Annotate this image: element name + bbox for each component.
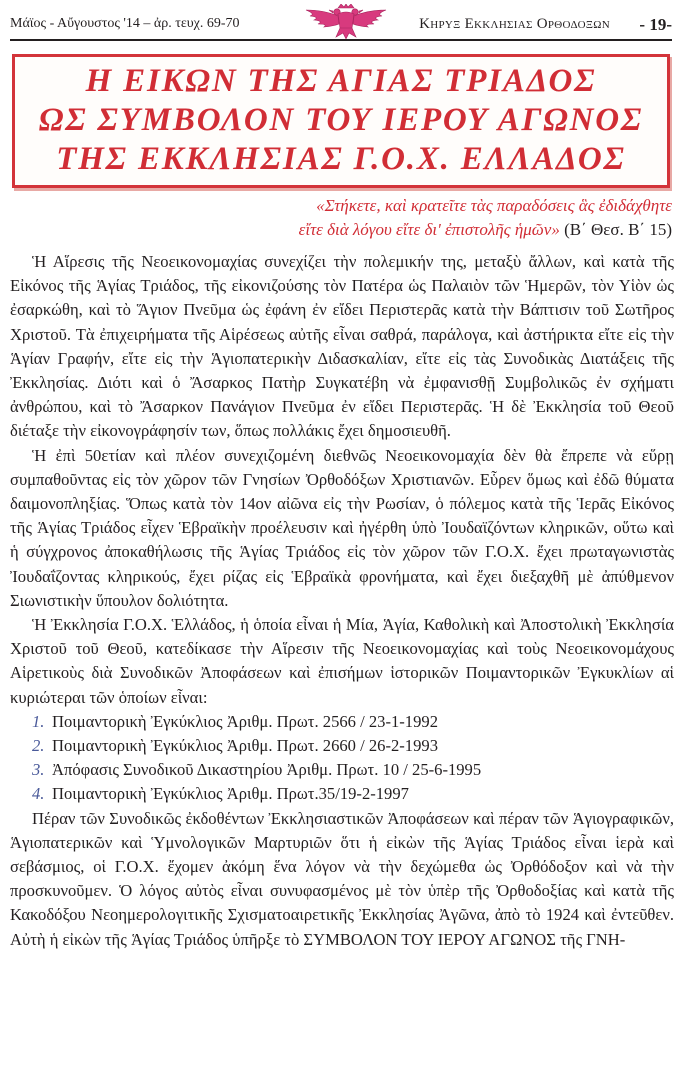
paragraph-1: Ἡ Αἵρεσις τῆς Νεοεικονομαχίας συνεχίζει τὴν πολεμικήν της, μεταξὺ ἄλλων, καὶ κατὰ τῆς Εἰκόνος τῆς Ἁγίας Τριάδος, τῆς εἰκονιζούσης τὸν Πατέρα ὡς Παλαιὸν τῶν Ἡμερῶν, τὸν Υἱὸν ὡς ἐσαρκώθη, καὶ τὸ Ἅγιον Πνεῦμα ὡς ἐφάνη ἐν εἴδει Περιστερᾶς κατὰ τὴν Βάπτισιν τοῦ Σωτῆρος Χριστοῦ. Τὰ ἐπιχειρήματα τῆς Αἱρέσεως αὐτῆς εἶναι σαθρά, παράλογα, καὶ ἀστήρικτα εἴτε εἰς τὴν Ἁγίαν Γραφήν, εἴτε εἰς τὴν Ἁγιοπατερικὴν Διδασκαλίαν, εἴτε εἰς τὰς Συνοδικὰς Διατάξεις τῆς Ἐκκλησίας. Διότι καὶ ὁ Ἄσαρκος Πατὴρ Συγκατέβη νὰ ἐμφανισθῇ Συμβολικῶς ἐν σχήματι ἀνθρώπου, καὶ τὸ Ἄσαρκον Πανάγιον Πνεῦμα ἐν εἴδει Περιστερᾶς. Ἡ δὲ Ἐκκλησία τοῦ Θεοῦ διέταξε τὴν εἰκονογράφησίν των, ὅπως πολλάκις ἔχει δημοσιευθῆ. [10, 252, 674, 441]
page-number: - 19- [639, 15, 672, 34]
journal-name: Κηρυξ Εκκλησιας Ορθοδοξων [419, 16, 610, 32]
list-item [10, 710, 674, 734]
issue-info: Μάϊος - Αὔγουστος '14 – ἀρ. τευχ. 69-70 [10, 16, 240, 31]
double-headed-eagle-emblem [288, 4, 404, 40]
paragraph-2: Ἡ ἐπὶ 50ετίαν καὶ πλέον συνεχιζομένη διεθνῶς Νεοεικονομαχία δὲν θὰ ἔπρεπε νὰ εὕρῃ συμπαθοῦντας εἰς τὸν χῶρον τῶν Γνησίων Ὀρθοδόξων Χριστιανῶν. Εὗρεν ὅμως καὶ ἐδῶ θύματα δαιμονοπληξίας. Ὅπως κατὰ τὸν 14ον αἰῶνα εἰς τὴν Ρωσίαν, ὁ πόλεμος κατὰ τῆς Ἱερᾶς Εἰκόνος τῆς Ἁγίας Τριάδος εἶχεν Ἑβραϊκὴν προέλευσιν καὶ ἠγέρθη ὑπὸ Ἰουδαϊζόντων κληρικῶν, οὕτω καὶ ἡ σύγχρονος ἀποκαθήλωσις τῆς Ἁγίας Τριάδος εἰς τὸν χῶρον τῶν Γ.Ο.Χ. ἔχει πρωταγωνιστὰς Ἰουδαΐζοντας κληρικούς, ἔχει ρίζας εἰς Ἑβραϊκὰ φρονήματα, καὶ ἔχει διεξαχθῆ μὲ ἀπύθμενον Σιωνιστικὴν ὕπουλον δολιότητα. [10, 445, 674, 610]
list-item [10, 734, 674, 758]
paragraph-4: Πέραν τῶν Συνοδικῶς ἐκδοθέντων Ἐκκλησιαστικῶν Ἀποφάσεων καὶ πέραν τῶν Ἁγιογραφικῶν, Ἁγιοπατερικῶν καὶ Ὑμνολογικῶν Μαρτυριῶν ὅτι ἡ εἰκὼν τῆς Ἁγίας Τριάδος εἶναι ἱερὰ καὶ σεβάσμιος, οἱ Γ.Ο.Χ. ἔχομεν ἀκόμη ἕνα λόγον νὰ τὴν δεχώμεθα ὡς Ὀρθόδοξον καὶ νὰ τὴν προσκυνοῦμεν. Ὁ λόγος αὐτὸς εἶναι συνυφασμένος μὲ τὸν ὑπὲρ τῆς Ὀρθοδοξίας καὶ κατὰ τῆς Κακοδόξου Νεοημερολογιτικῆς Σχισματοαιρετικῆς Ἐκκλησίας Ἀγῶνα, ἀπὸ τὸ 1924 καὶ ἐντεῦθεν. Αὐτὴ ἡ εἰκὼν τῆς Ἁγίας Τριάδος ὑπῆρξε τὸ ΣΥΜΒΟΛΟΝ ΤΟΥ ΙΕΡΟΥ ΑΓΩΝΟΣ τῆς ΓΝΗ- [10, 808, 674, 949]
title-line-2: ΩΣ ΣΥΜΒΟΛΟΝ ΤΟΥ ΙΕΡΟΥ ΑΓΩΝΟΣ [38, 102, 644, 138]
running-header [10, 8, 672, 40]
list-item [10, 758, 674, 782]
list-text: Ποιμαντορικὴ Ἐγκύκλιος Ἀριθμ. Πρωτ. 2660 / 26-2-1993 [52, 736, 438, 756]
epigraph-reference: (Β΄ Θεσ. Β΄ 15) [559, 220, 672, 239]
list-number: 3. [32, 760, 45, 780]
list-number: 1. [32, 711, 45, 731]
epigraph-line-2: εἴτε διὰ λόγου εἴτε δι' ἐπιστολῆς ἡμῶν» [298, 220, 560, 239]
article-title [15, 62, 667, 179]
list-text: Ποιμαντορικὴ Ἐγκύκλιος Ἀριθμ. Πρωτ.35/19-2-1997 [52, 784, 409, 804]
encyclicals-list [10, 710, 674, 807]
paragraph-3: Ἡ Ἐκκλησία Γ.Ο.Χ. Ἑλλάδος, ἡ ὁποία εἶναι ἡ Μία, Ἁγία, Καθολικὴ καὶ Ἀποστολικὴ Ἐκκλησία Χριστοῦ τοῦ Θεοῦ, κατεδίκασε τὴν Αἵρεσιν τῆς Νεοεικονομαχίας καὶ τοὺς Νεοεικονομάχους Αἱρετικοὺς διὰ Συνοδικῶν Ἀποφάσεων καὶ ἐπισήμων ἱστορικῶν Ποιμαντορικῶν Ἐγκυκλίων αἱ κυριώτεραι τῶν ὁποίων εἶναι: [10, 615, 674, 707]
list-text: Ἀπόφασις Συνοδικοῦ Δικαστηρίου Ἀριθμ. Πρωτ. 10 / 25-6-1995 [52, 760, 482, 780]
list-item [10, 782, 674, 806]
epigraph [299, 194, 672, 242]
title-line-1: Η ΕΙΚΩΝ ΤΗΣ ΑΓΙΑΣ ΤΡΙΑΔΟΣ [85, 63, 597, 99]
list-number: 2. [32, 736, 45, 756]
list-text: Ποιμαντορικὴ Ἐγκύκλιος Ἀριθμ. Πρωτ. 2566 / 23-1-1992 [52, 711, 438, 731]
epigraph-line-1: «Στήκετε, καὶ κρατεῖτε τὰς παραδόσεις ἃς ἐδιδάχθητε [316, 196, 672, 215]
title-line-3: ΤΗΣ ΕΚΚΛΗΣΙΑΣ Γ.Ο.Χ. ΕΛΛΑΔΟΣ [56, 141, 626, 177]
header-rule [10, 39, 672, 41]
list-number: 4. [32, 784, 45, 804]
title-box [12, 54, 670, 188]
article-body [10, 250, 674, 952]
